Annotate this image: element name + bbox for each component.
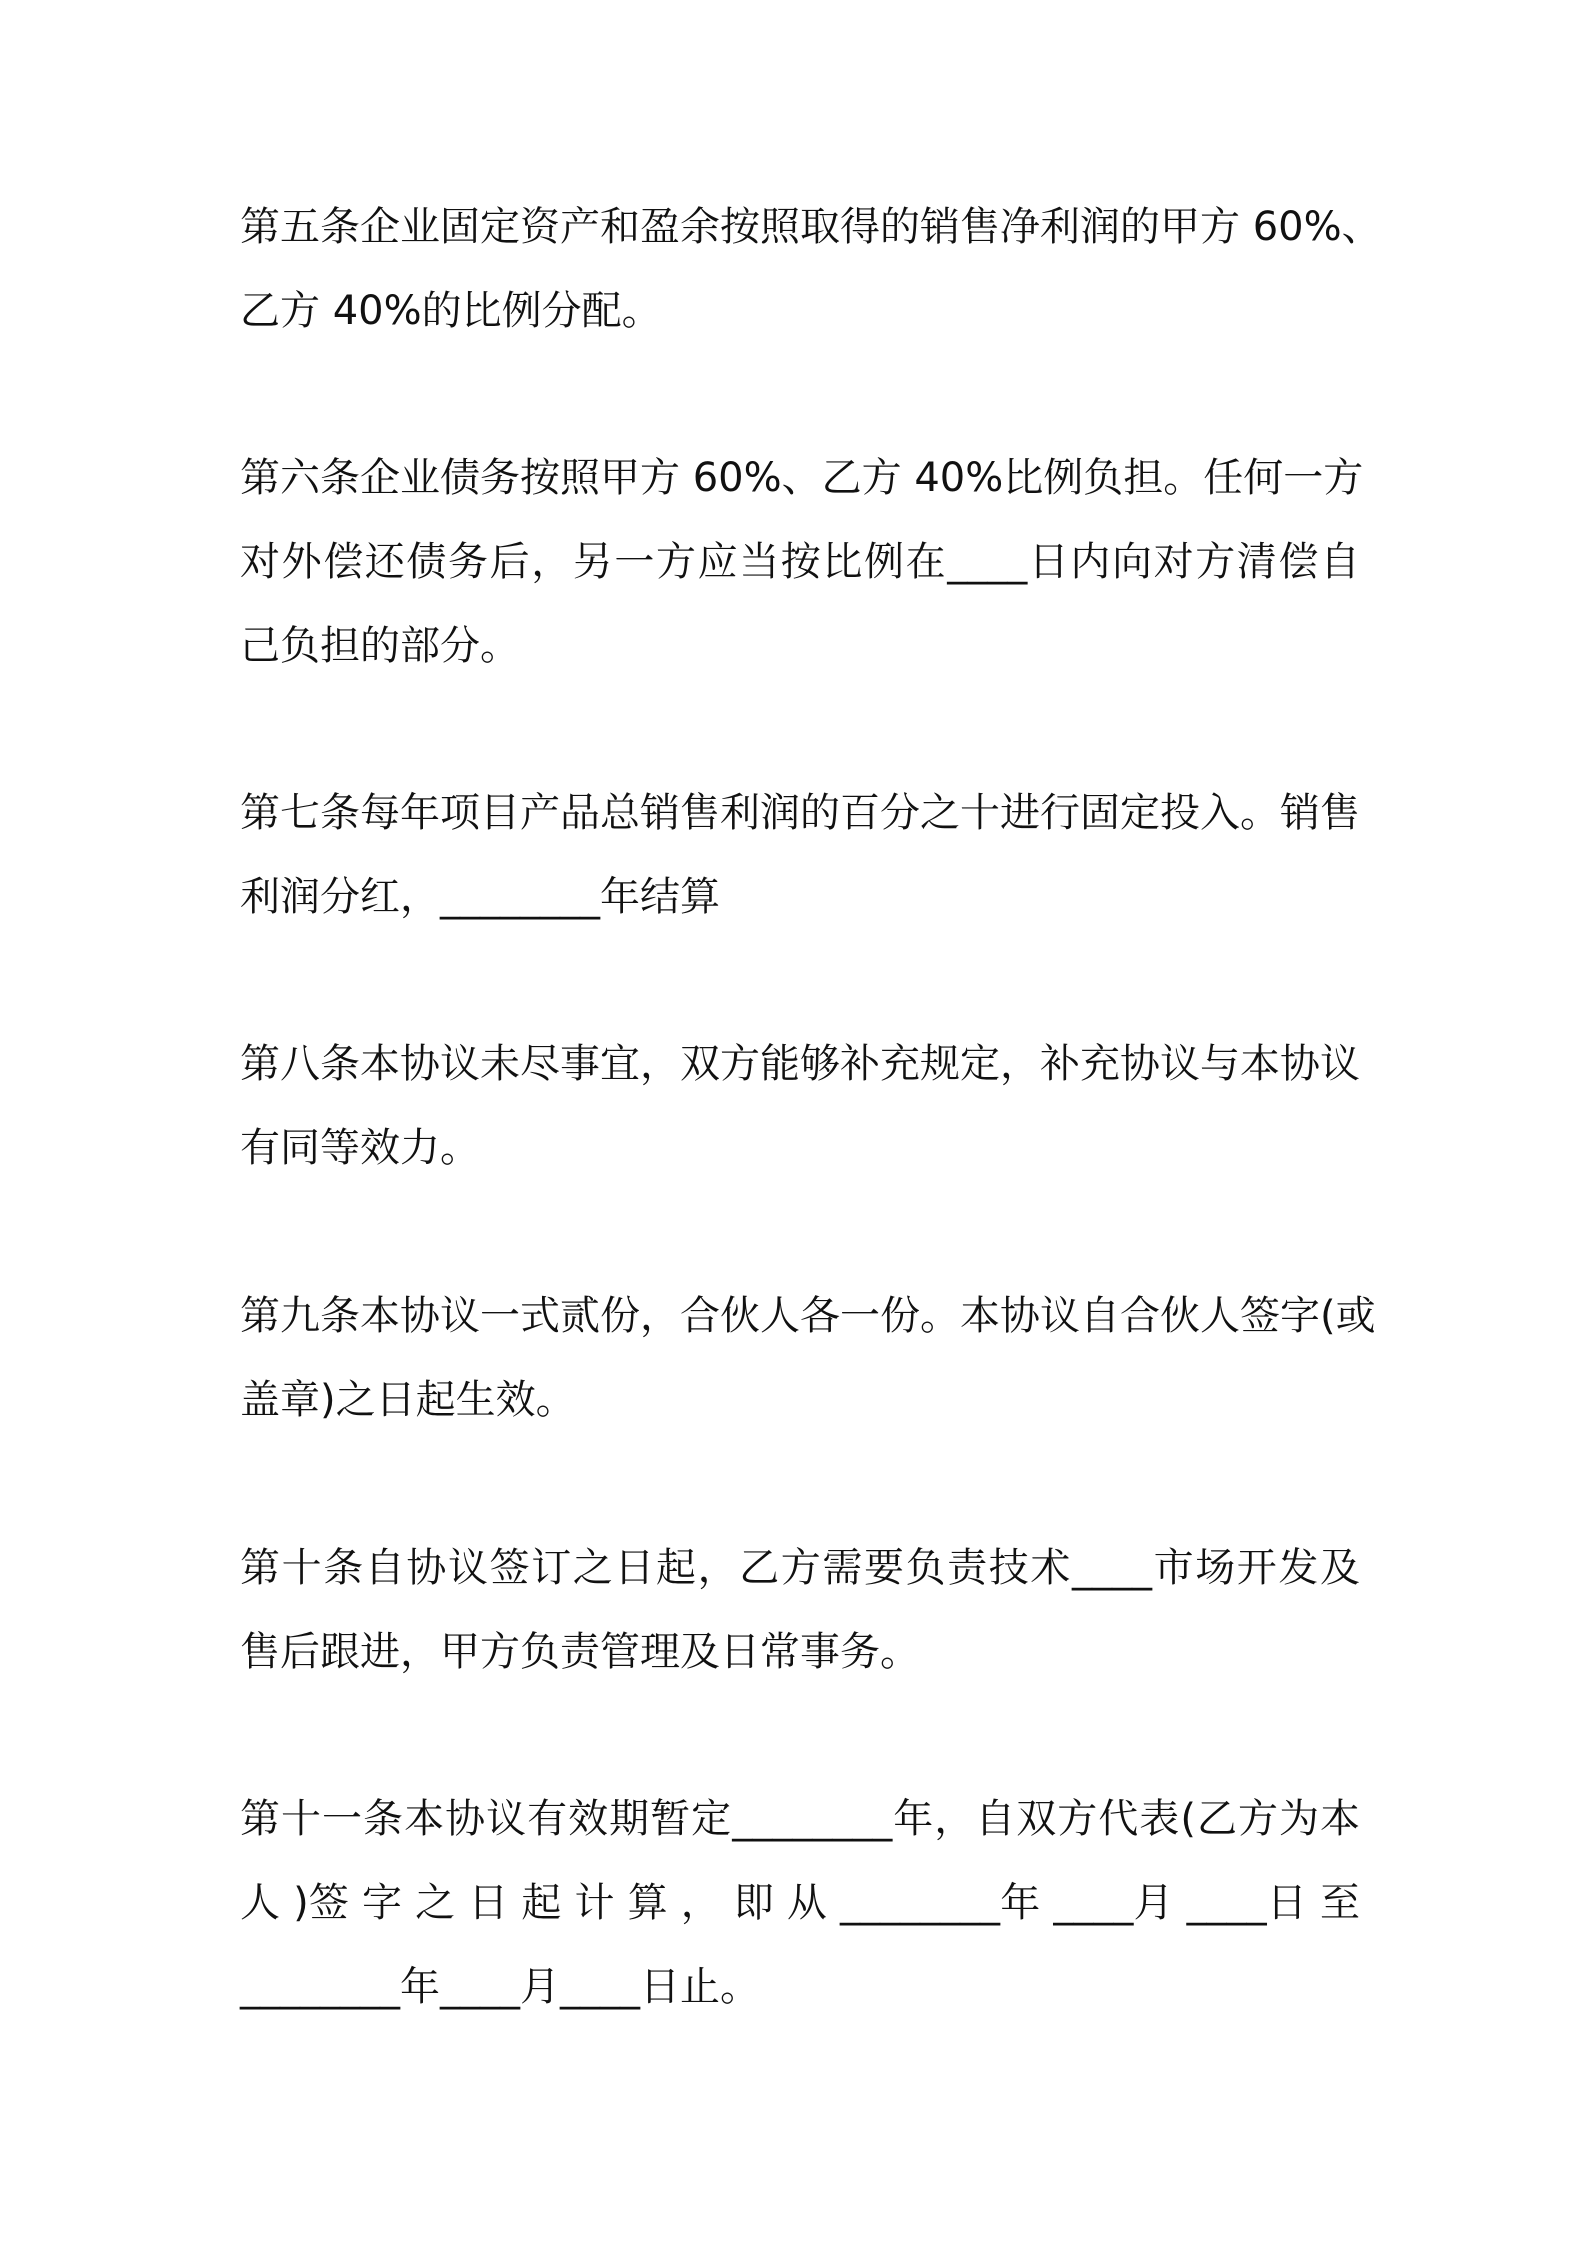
article-8 xyxy=(240,1022,1360,1190)
article-11-line-1: 第十一条本协议有效期暂定________年，自双方代表(乙方为本 xyxy=(240,1796,1360,1842)
article-5-line-1: 第五条企业固定资产和盈余按照取得的销售净利润的甲方 60%、 xyxy=(240,204,1382,250)
article-9 xyxy=(240,1274,1376,1442)
article-9-line-2: 盖章)之日起生效。 xyxy=(240,1377,576,1423)
article-9-line-1: 第九条本协议一式贰份，合伙人各一份。本协议自合伙人签字(或 xyxy=(240,1293,1376,1339)
article-8-line-2: 有同等效力。 xyxy=(240,1125,480,1171)
article-8-line-1: 第八条本协议未尽事宜，双方能够补充规定，补充协议与本协议 xyxy=(240,1041,1360,1087)
article-10-line-2: 售后跟进，甲方负责管理及日常事务。 xyxy=(240,1629,920,1675)
article-7-line-2: 利润分红，________年结算 xyxy=(240,874,720,920)
article-6-line-1: 第六条企业债务按照甲方 60%、乙方 40%比例负担。任何一方 xyxy=(240,455,1364,501)
article-11 xyxy=(240,1777,1360,2029)
article-10-line-1: 第十条自协议签订之日起，乙方需要负责技术____市场开发及 xyxy=(240,1545,1360,1591)
article-6-line-2: 对外偿还债务后，另一方应当按比例在____日内向对方清偿自 xyxy=(240,539,1360,585)
article-7 xyxy=(240,771,1360,939)
article-7-line-1: 第七条每年项目产品总销售利润的百分之十进行固定投入。销售 xyxy=(240,790,1360,836)
article-5 xyxy=(240,185,1382,353)
article-10 xyxy=(240,1526,1360,1694)
article-11-line-3: ________年____月____日止。 xyxy=(240,1964,760,2010)
article-6-line-3: 己负担的部分。 xyxy=(240,623,520,669)
article-6 xyxy=(240,436,1364,688)
article-11-line-2: 人 )签 字 之 日 起 计 算 ， 即 从 ________年 ____月 ____日 至 xyxy=(240,1880,1360,1926)
article-5-line-2: 乙方 40%的比例分配。 xyxy=(240,288,662,334)
